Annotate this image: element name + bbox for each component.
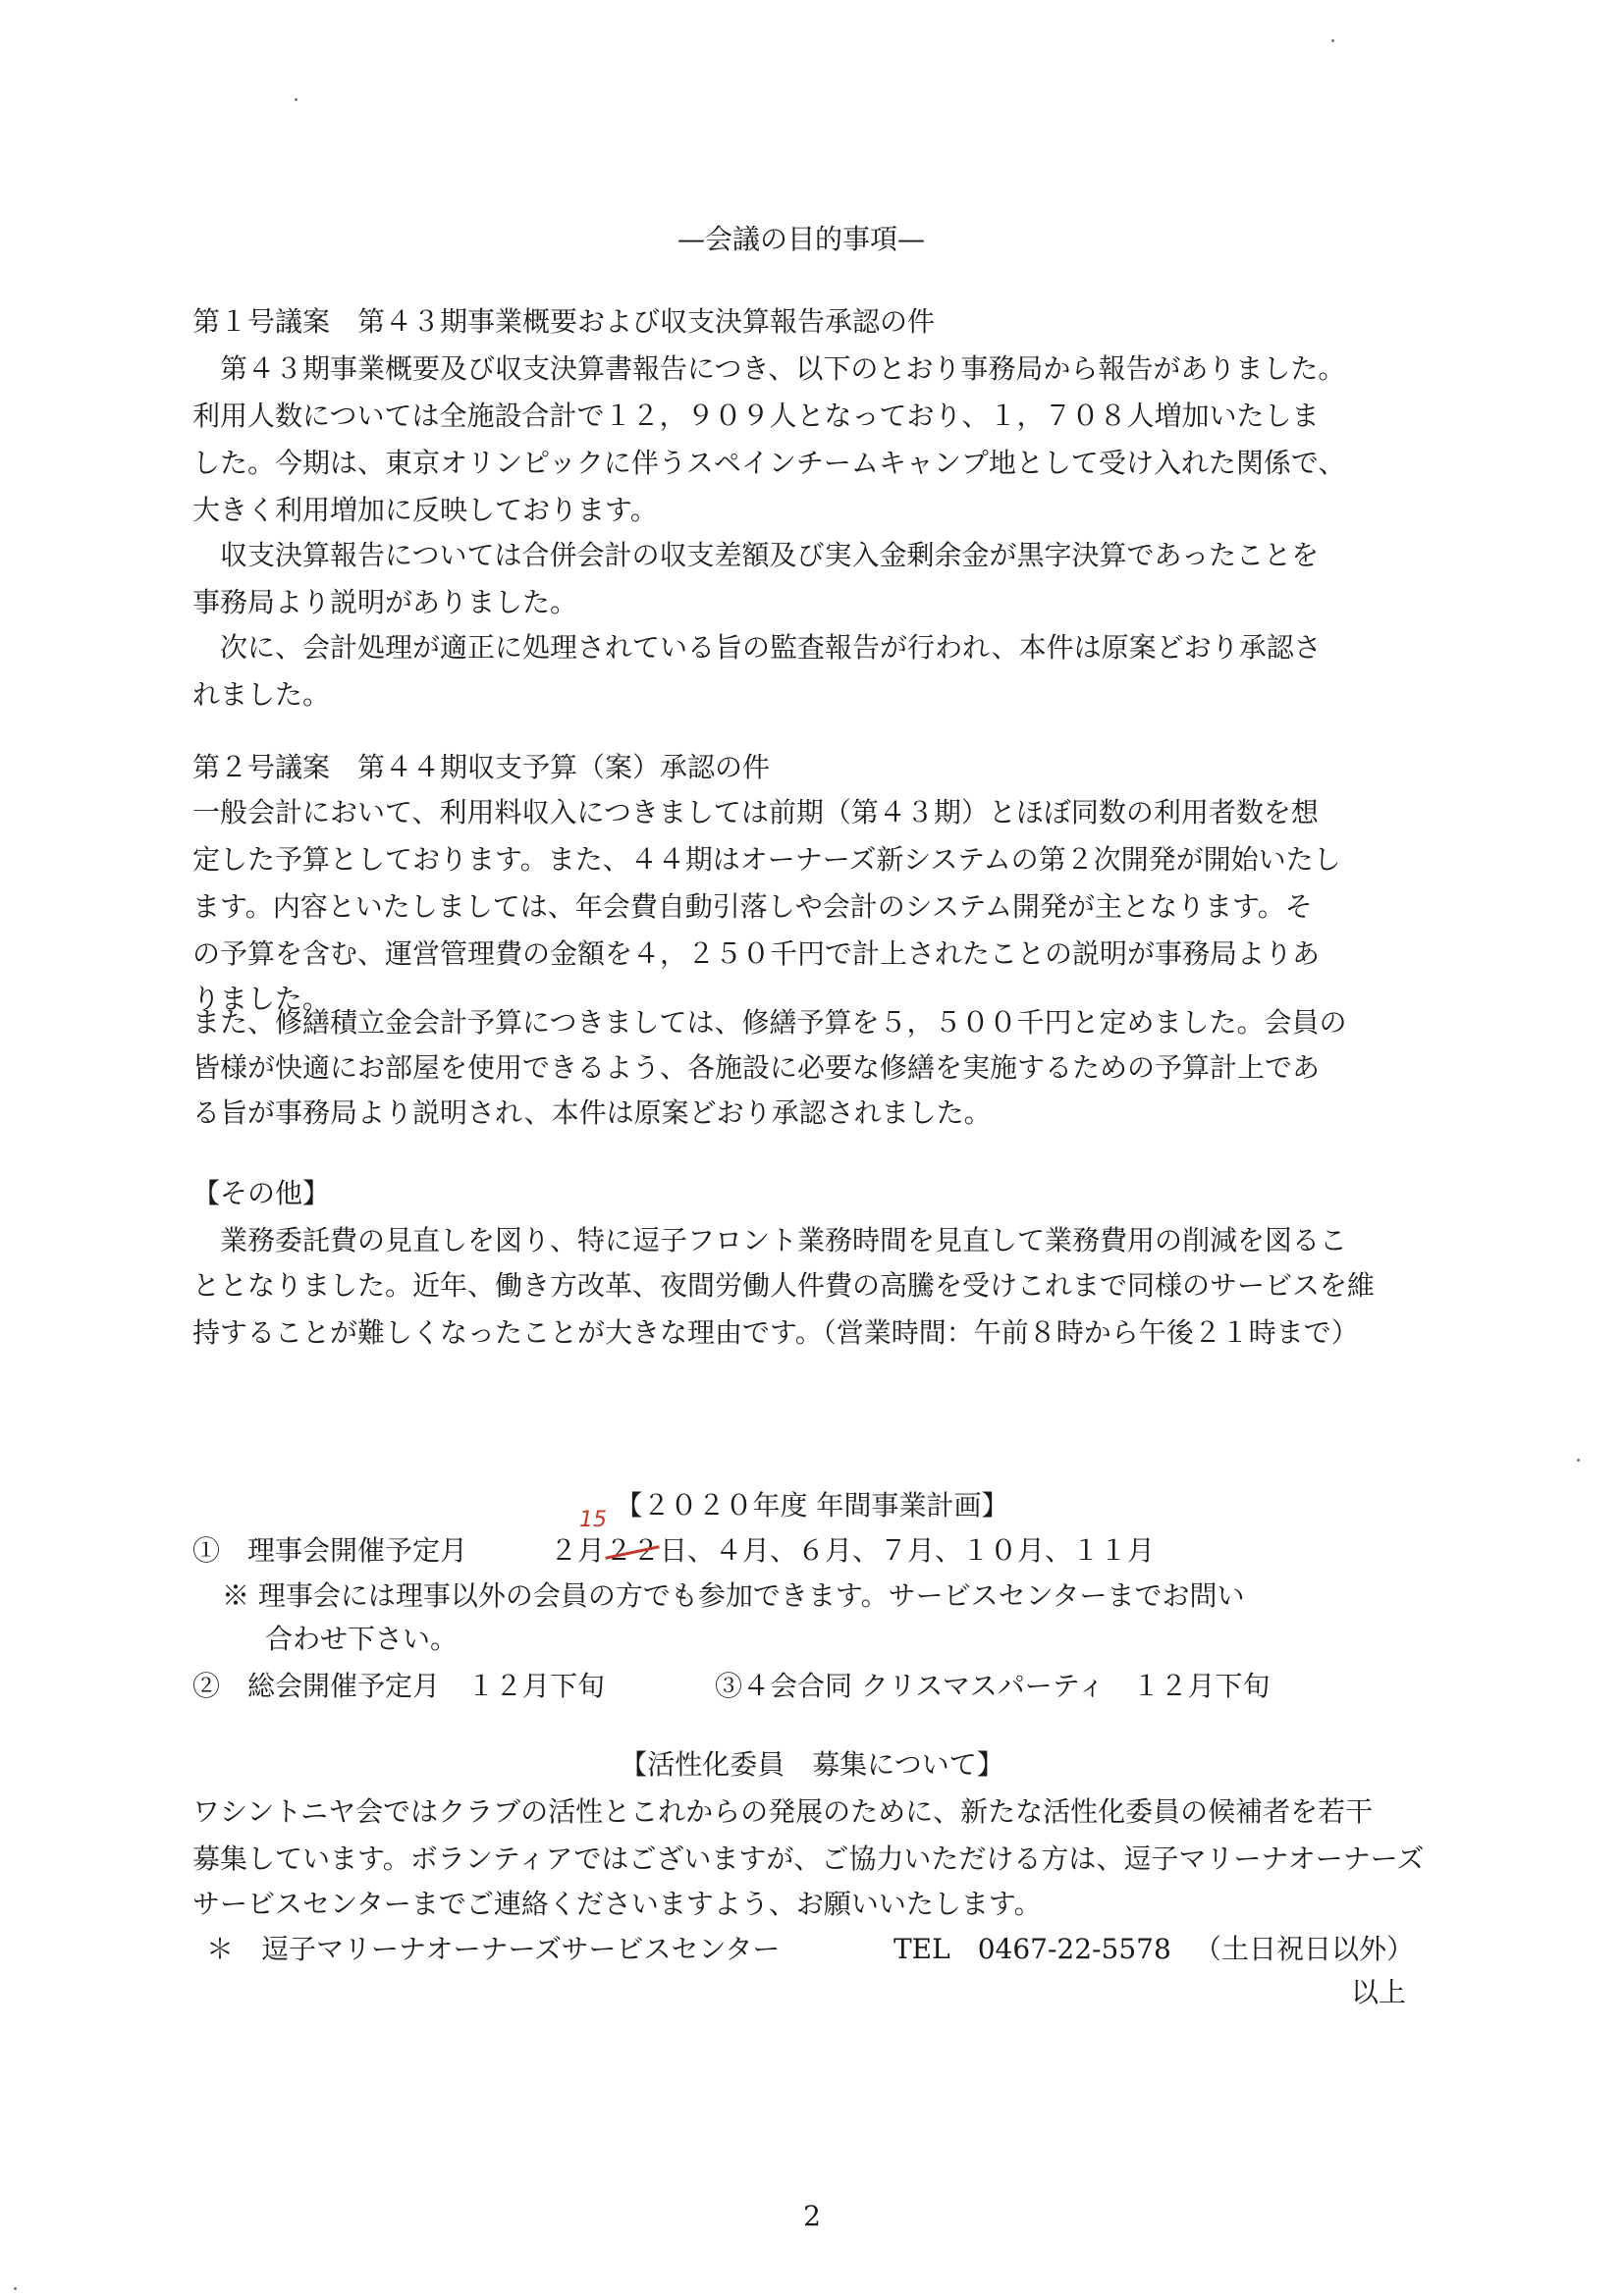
plan-item-general-meeting: ② 総会開催予定月 １２月下旬 ③４会合同 クリスマスパーティ １２月下旬 (192, 1670, 1271, 1702)
agenda2-line: 定した予算としております。また、４４期はオーナーズ新システムの第２次開発が開始いたし (192, 843, 1341, 876)
agenda1-line: した。今期は、東京オリンピックに伴うスペインチームキャンプ地として受け入れた関係で、 (192, 447, 1346, 479)
other-heading: 【その他】 (192, 1177, 331, 1209)
agenda1-line: 事務局より説明がありました。 (192, 586, 578, 618)
agenda1-heading: 第１号議案 第４３期事業概要および収支決算報告承認の件 (192, 305, 936, 338)
agenda1-line: れました。 (192, 678, 331, 711)
agenda1-line: 次に、会計処理が適正に処理されている旨の監査報告が行われ、本件は原案どおり承認さ (192, 631, 1322, 664)
other-line: ととなりました。近年、働き方改革、夜間労働人件費の高騰を受けこれまで同様のサービスを維 (192, 1269, 1376, 1302)
agenda2-heading: 第２号議案 第４４期収支予算（案）承認の件 (192, 751, 771, 783)
agenda2-line: また、修繕積立金会計予算につきましては、修繕予算を５，５００千円と定めました。会員の (192, 1006, 1347, 1039)
plan-heading: 【２０２０年度 年間事業計画】 (615, 1489, 1009, 1522)
scan-speck (1331, 39, 1334, 42)
plan-note-line: ※ 理事会には理事以外の会員の方でも参加できます。サービスセンターまでお問い (222, 1579, 1245, 1612)
recruit-line: 募集しています。ボランティアではございますが、ご協力いただける方は、逗子マリーナオーナーズ (192, 1842, 1425, 1875)
agenda1-line: 利用人数については全施設合計で１２，９０９人となっており、１，７０８人増加いたしま (192, 400, 1320, 432)
handwritten-correction: 15 (579, 1508, 607, 1532)
contact-note: （土日祝日以外） (1194, 1933, 1415, 1965)
scan-speck (14, 2287, 17, 2290)
agenda2-line: りました。 (192, 983, 331, 1015)
contact-name: ＊ 逗子マリーナオーナーズサービスセンター (206, 1933, 781, 1965)
other-line: 業務委託費の見直しを図り、特に逗子フロント業務時間を見直して業務費用の削減を図るこ (192, 1224, 1348, 1256)
agenda2-line: 皆様が快適にお部屋を使用できるよう、各施設に必要な修繕を実施するための予算計上であ (192, 1051, 1321, 1084)
plan-item1-prefix: ① 理事会開催予定月 ２月 (192, 1534, 606, 1567)
agenda1-line: 大きく利用増加に反映しております。 (192, 494, 658, 526)
scan-speck (295, 98, 298, 101)
closing: 以上 (1351, 1976, 1407, 2008)
page-number: 2 (803, 2200, 821, 2232)
section-title: —会議の目的事項— (677, 223, 926, 255)
other-line: 持することが難しくなったことが大きな理由です。（営業時間：午前８時から午後２１時まで） (192, 1316, 1359, 1349)
agenda2-line: の予算を含む、運営管理費の金額を４，２５０千円で計上されたことの説明が事務局よりあ (192, 937, 1321, 970)
recruit-heading: 【活性化委員 募集について】 (620, 1748, 1004, 1781)
agenda1-line: 収支決算報告については合併会計の収支差額及び実入金剰余金が黒字決算であったことを (192, 539, 1320, 571)
plan-item1-suffix: 日、４月、６月、７月、１０月、１１月 (660, 1534, 1156, 1567)
scan-speck (1577, 1459, 1580, 1462)
recruit-line: ワシントニヤ会ではクラブの活性とこれからの発展のために、新たな活性化委員の候補者を若干 (192, 1795, 1374, 1828)
agenda2-line: る旨が事務局より説明され、本件は原案どおり承認されました。 (192, 1096, 992, 1129)
contact-tel: TEL 0467-22-5578 (893, 1933, 1171, 1965)
recruit-line: サービスセンターまでご連絡くださいますよう、お願いいたします。 (192, 1888, 1042, 1920)
agenda2-line: 一般会計において、利用料収入につきましては前期（第４３期）とほぼ同数の利用者数を想 (192, 796, 1319, 828)
agenda2-line: ます。内容といたしましては、年会費自動引落しや会計のシステム開発が主となります。そ (192, 890, 1313, 923)
struck-date: ２２ (605, 1534, 661, 1567)
plan-item-board-meetings (192, 1531, 1155, 1571)
plan-note-line: 合わせ下さい。 (265, 1623, 459, 1655)
agenda1-line: 第４３期事業概要及び収支決算書報告につき、以下のとおり事務局から報告がありました。 (192, 352, 1346, 385)
